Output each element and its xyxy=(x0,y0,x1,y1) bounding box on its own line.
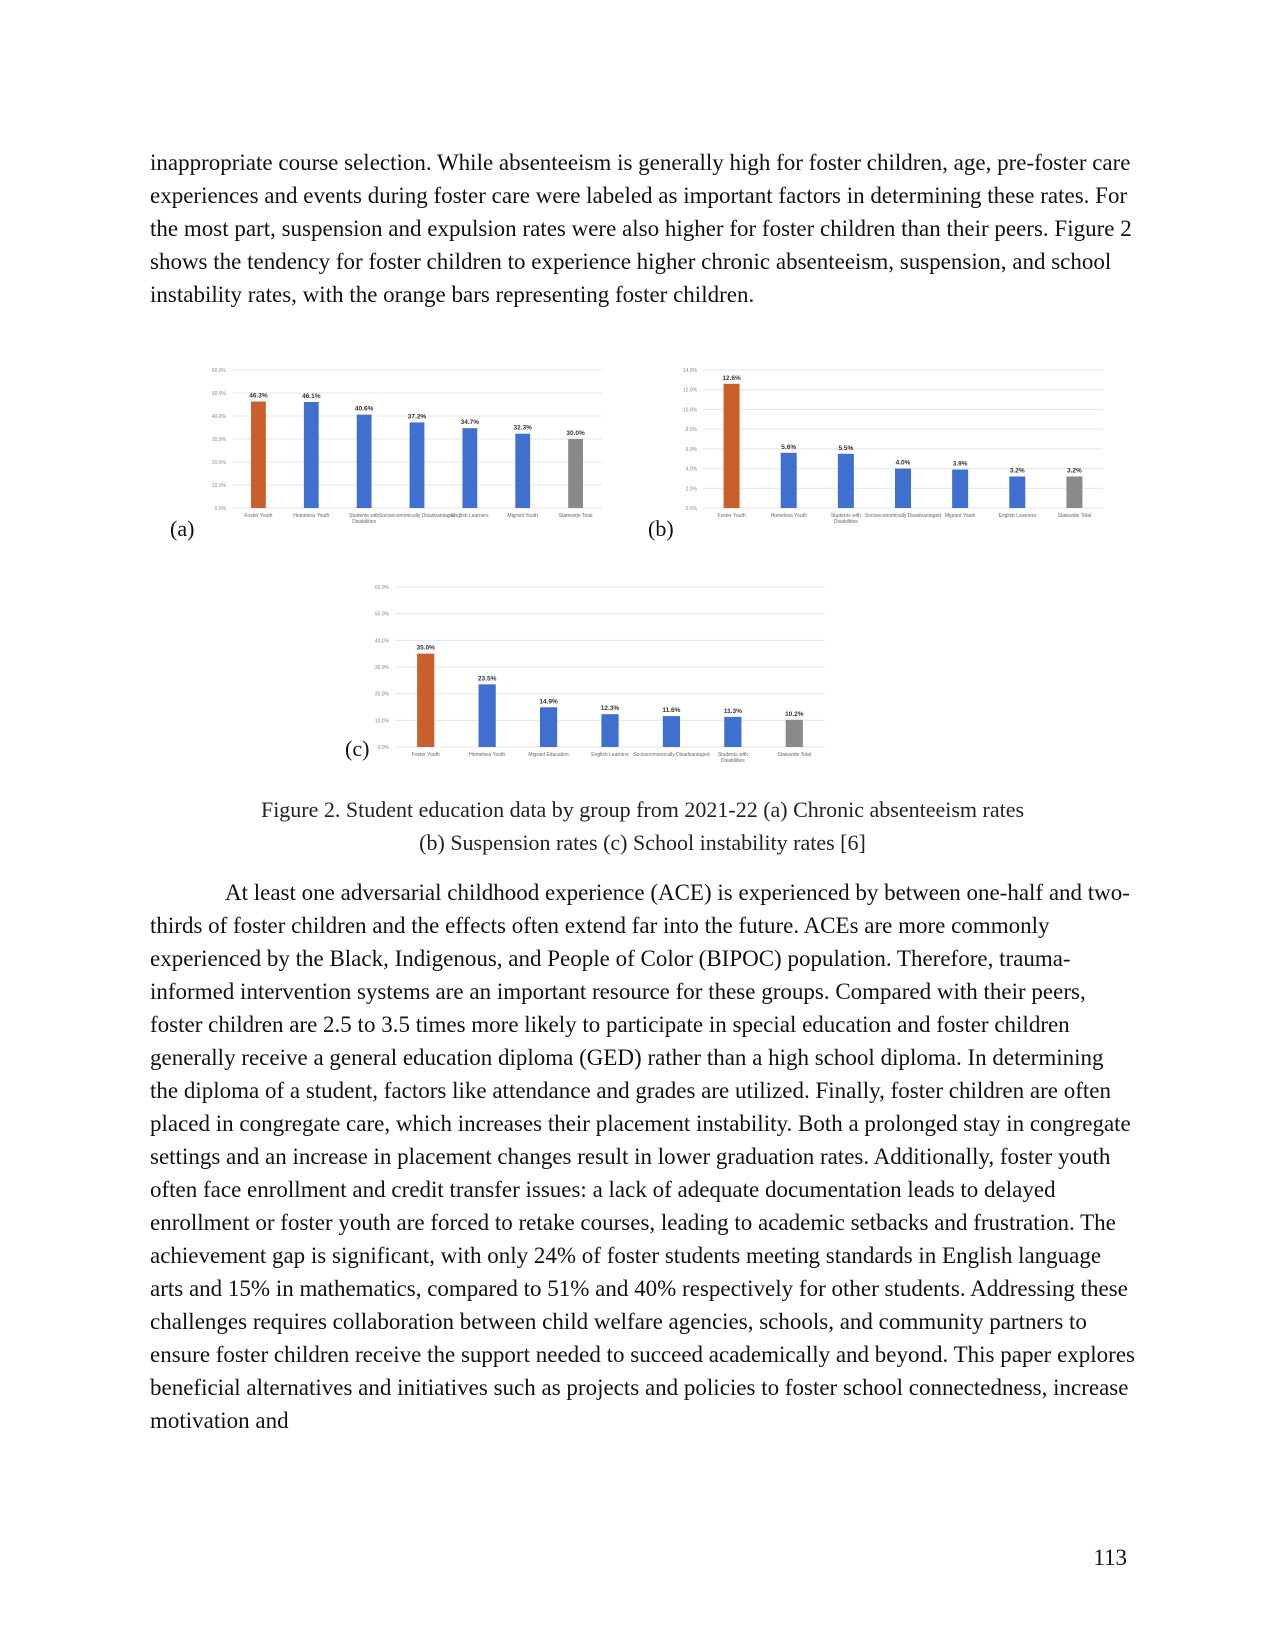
x-tick-label: English Learners xyxy=(591,752,629,758)
panel-label-b: (b) xyxy=(648,516,674,541)
x-tick-label: Foster Youth xyxy=(411,752,440,758)
x-tick-label: Disabilities xyxy=(833,519,858,525)
bar-english-learners xyxy=(462,428,477,508)
bar-socioeconomically-disadvantaged xyxy=(895,469,911,508)
y-tick-label: 2.0% xyxy=(685,486,697,493)
y-tick-label: 30.0% xyxy=(211,437,226,443)
data-label: 3.2% xyxy=(1009,467,1025,475)
data-label: 37.2% xyxy=(407,413,427,421)
bar-socioeconomically-disadvantaged xyxy=(663,716,680,747)
data-label: 3.9% xyxy=(952,460,968,468)
caption-line-1: Figure 2. Student education data by group from 2021-22 (a) Chronic absenteeism rates xyxy=(260,797,1025,822)
data-label: 30.0% xyxy=(566,430,585,437)
x-tick-label: Homeless Youth xyxy=(293,513,330,519)
bar-homeless-youth xyxy=(479,684,496,747)
data-label: 46.3% xyxy=(249,392,268,400)
data-label: 5.6% xyxy=(781,443,797,451)
y-tick-label: 60.0% xyxy=(374,585,389,591)
bar-students-with-disabilities xyxy=(838,454,854,508)
chart-school-instability xyxy=(345,573,855,773)
bar-statewide-total xyxy=(1066,476,1082,508)
bar-migrant-youth xyxy=(952,470,968,508)
bar-students-with-disabilities xyxy=(357,415,372,508)
figure-panel-a xyxy=(170,370,630,550)
data-label: 11.6% xyxy=(662,707,681,715)
x-tick-label: Homeless Youth xyxy=(469,752,506,758)
body-paragraph-1: inappropriate course selection. While absenteeism is generally high for foster children, age, pre-foster care experiences and events during foster care were labeled as important factors in determining these rates. For the most part, suspension and expulsion rates were also higher for foster children than their peers. Figure 2 shows the tendency for foster children to experience higher chronic absenteeism, suspension, and school instability rates, with the orange bars representing foster children. xyxy=(150,150,1132,307)
x-tick-label: Migrant Youth xyxy=(944,513,976,519)
bar-english-learners xyxy=(601,714,618,747)
bar-homeless-youth xyxy=(304,402,319,508)
panel-label-c: (c) xyxy=(345,736,370,761)
x-tick-label: Migrant Youth xyxy=(507,513,539,519)
y-tick-label: 0.0% xyxy=(685,506,697,512)
x-tick-label: Students with xyxy=(717,752,748,758)
bar-statewide-total xyxy=(568,439,583,508)
x-tick-label: Socioeconomically Disadvantaged xyxy=(864,513,942,519)
data-label: 5.5% xyxy=(838,444,854,452)
figure-caption xyxy=(150,793,1135,859)
figure-panel-c xyxy=(345,573,855,773)
x-tick-label: Students with xyxy=(830,513,861,519)
data-label: 34.7% xyxy=(460,419,480,427)
bar-english-learners xyxy=(1009,476,1025,508)
y-tick-label: 6.0% xyxy=(685,446,697,453)
bar-foster-youth xyxy=(724,384,740,508)
bar-migrant-youth xyxy=(515,434,530,508)
x-tick-label: Students with xyxy=(349,513,380,519)
figure-panel-b xyxy=(648,370,1108,550)
data-label: 3.2% xyxy=(1067,467,1082,475)
x-tick-label: English Learners xyxy=(998,513,1037,519)
y-tick-label: 10.0% xyxy=(682,407,697,414)
y-tick-label: 4.0% xyxy=(685,466,697,473)
data-label: 4.0% xyxy=(895,459,911,467)
y-tick-label: 40.0% xyxy=(374,638,389,645)
y-tick-label: 30.0% xyxy=(374,665,389,671)
x-tick-label: English Learners xyxy=(451,513,489,519)
data-label: 10.2% xyxy=(785,710,804,718)
y-tick-label: 12.0% xyxy=(682,387,697,394)
data-label: 12.6% xyxy=(722,374,741,382)
x-tick-label: Foster Youth xyxy=(244,513,273,519)
bar-foster-youth xyxy=(251,402,266,508)
bar-socioeconomically-disadvantaged xyxy=(410,422,425,508)
y-tick-label: 50.0% xyxy=(211,391,226,397)
data-label: 40.6% xyxy=(354,405,374,413)
x-tick-label: Statewide Total xyxy=(1057,513,1092,519)
y-tick-label: 60.0% xyxy=(211,368,226,374)
data-label: 32.3% xyxy=(513,424,532,432)
y-tick-label: 8.0% xyxy=(685,427,697,434)
data-label: 12.3% xyxy=(600,705,620,713)
y-tick-label: 10.0% xyxy=(374,718,389,725)
data-label: 46.1% xyxy=(302,392,321,400)
data-label: 35.0% xyxy=(416,644,435,652)
y-tick-label: 50.0% xyxy=(374,611,389,618)
data-label: 14.9% xyxy=(539,698,558,706)
y-tick-label: 40.0% xyxy=(211,414,226,420)
x-tick-label: Disabilities xyxy=(720,758,745,764)
bar-homeless-youth xyxy=(781,453,797,508)
x-tick-label: Homeless Youth xyxy=(770,513,807,519)
data-label: 23.5% xyxy=(477,675,497,683)
bar-students-with-disabilities xyxy=(724,717,741,747)
body-paragraph-2: At least one adversarial childhood experience (ACE) is experienced by between one-half and two-thirds of foster children and the effects often extend far into the future. ACEs are more commonly experienced by the Black, Indigenous, and People of Color (BIPOC) population. Therefore, trauma-informed intervention systems are an important resource for these groups. Compared with their peers, foster children are 2.5 to 3.5 times more likely to participate in special education and foster children generally receive a general education diploma (GED) rather than a high school diploma. In determining the diploma of a student, factors like attendance and grades are utilized. Finally, foster children are often placed in congregate care, which increases their placement instability. Both a prolonged stay in congregate settings and an increase in placement changes result in lower graduation rates. Additionally, foster youth often face enrollment and credit transfer issues: a lack of adequate documentation leads to delayed enrollment or foster youth are forced to retake courses, leading to academic setbacks and frustration. The achievement gap is significant, with only 24% of foster students meeting standards in English language arts and 15% in mathematics, compared to 51% and 40% respectively for other students. Addressing these challenges requires collaboration between child welfare agencies, schools, and community partners to ensure foster children receive the support needed to succeed academically and beyond. This paper explores beneficial alternatives and initiatives such as projects and policies to foster school connectedness, increase motivation and xyxy=(150,880,1135,1433)
y-tick-label: 20.0% xyxy=(374,691,389,698)
bar-foster-youth xyxy=(417,654,434,747)
x-tick-label: Foster Youth xyxy=(717,513,746,519)
y-tick-label: 0.0% xyxy=(377,745,389,751)
panel-label-a: (a) xyxy=(170,516,195,541)
x-tick-label: Statewide Total xyxy=(777,752,812,758)
page-number: 113 xyxy=(1093,1545,1127,1570)
chart-suspension xyxy=(648,370,1108,550)
y-tick-label: 0.0% xyxy=(214,506,226,512)
y-tick-label: 20.0% xyxy=(211,460,226,466)
x-tick-label: Socioeconomically Disadvantaged xyxy=(378,513,456,519)
bar-statewide-total xyxy=(786,720,803,747)
data-label: 11.3% xyxy=(723,707,742,715)
x-tick-label: Migrant Education xyxy=(528,752,569,758)
y-tick-label: 10.0% xyxy=(211,483,226,489)
bar-migrant-education xyxy=(540,707,557,747)
x-tick-label: Disabilities xyxy=(352,519,377,525)
y-tick-label: 14.0% xyxy=(682,368,697,374)
caption-line-2: (b) Suspension rates (c) School instability rates [6] xyxy=(419,830,866,855)
chart-chronic-absenteeism xyxy=(170,370,630,550)
x-tick-label: Socioeconomically Disadvantaged xyxy=(633,752,710,758)
x-tick-label: Statewide Total xyxy=(558,513,593,519)
